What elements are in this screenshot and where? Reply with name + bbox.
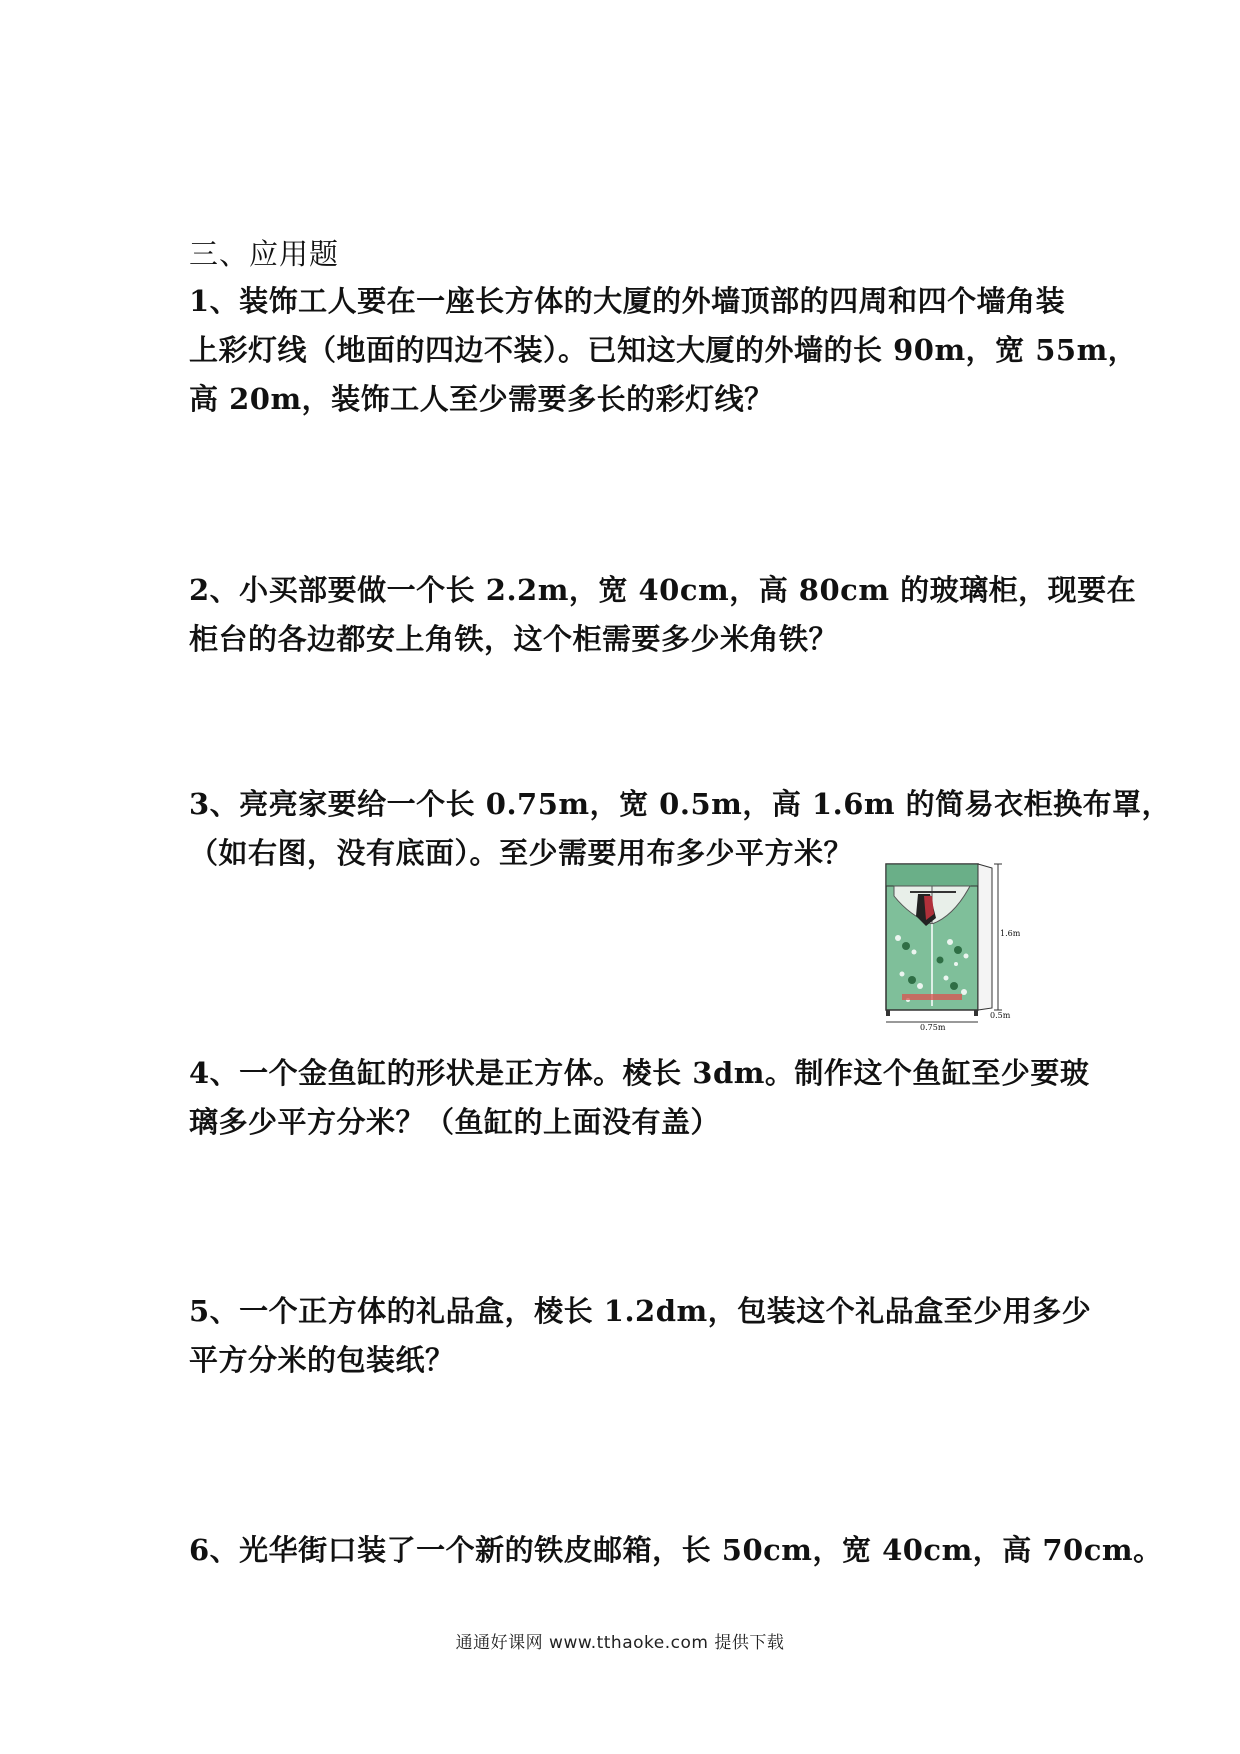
problem-4-line-1: 4、一个金鱼缸的形状是正方体。棱长 3dm。制作这个鱼缸至少要玻 <box>189 1056 1090 1090</box>
problem-2-line-1: 2、小买部要做一个长 2.2m，宽 40cm，高 80cm 的玻璃柜，现要在 <box>189 573 1137 607</box>
problem-4 <box>189 1049 1090 1147</box>
problem-6-line-1: 6、光华街口装了一个新的铁皮邮箱，长 50cm，宽 40cm，高 70cm。 <box>189 1533 1163 1567</box>
footer-credit: 通通好课网 www.tthaoke.com 提供下载 <box>455 1633 785 1653</box>
wardrobe-illustration <box>880 856 1020 1030</box>
problem-3-line-2: （如右图，没有底面）。至少需要用布多少平方米？ <box>189 836 854 870</box>
wardrobe-figure <box>880 856 1020 1030</box>
problem-5 <box>189 1287 1092 1385</box>
problem-1 <box>189 277 1138 424</box>
problem-5-line-2: 平方分米的包装纸？ <box>189 1343 455 1377</box>
wardrobe-top-panel <box>886 864 978 886</box>
problem-6 <box>189 1526 1163 1575</box>
problem-5-line-1: 5、一个正方体的礼品盒，棱长 1.2dm，包装这个礼品盒至少用多少 <box>189 1294 1092 1328</box>
wardrobe-leg-left <box>886 1010 890 1016</box>
brand-strip <box>902 994 962 1000</box>
wardrobe-side <box>978 864 992 1010</box>
length-label: 0.75m <box>920 1023 946 1030</box>
problem-1-line-3: 高 20m，装饰工人至少需要多长的彩灯线？ <box>189 382 774 416</box>
problem-1-line-1: 1、装饰工人要在一座长方体的大厦的外墙顶部的四周和四个墙角装 <box>189 284 1066 318</box>
problem-2 <box>189 566 1137 664</box>
problem-3-line-1: 3、亮亮家要给一个长 0.75m，宽 0.5m，高 1.6m 的简易衣柜换布罩， <box>189 787 1172 821</box>
width-label: 0.5m <box>990 1011 1011 1020</box>
height-label: 1.6m <box>1000 929 1020 938</box>
problem-4-line-2: 璃多少平方分米？（鱼缸的上面没有盖） <box>189 1105 721 1139</box>
wardrobe-leg-right <box>974 1010 978 1016</box>
problem-1-line-2: 上彩灯线（地面的四边不装）。已知这大厦的外墙的长 90m，宽 55m， <box>189 333 1138 367</box>
section-title: 三、应用题 <box>189 237 340 271</box>
problem-2-line-2: 柜台的各边都安上角铁，这个柜需要多少米角铁？ <box>189 622 839 656</box>
